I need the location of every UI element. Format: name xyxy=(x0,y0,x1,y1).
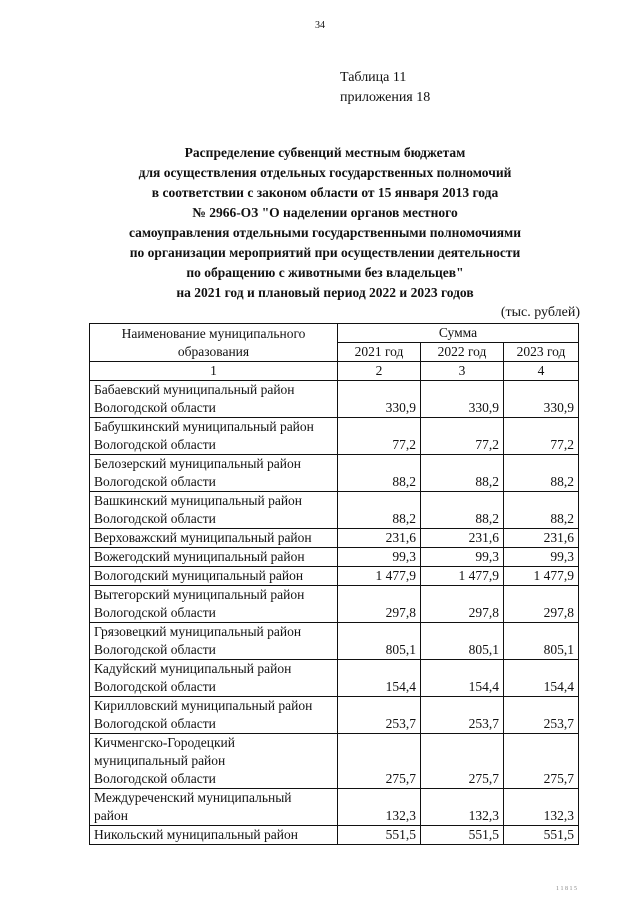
amount-2022: 88,2 xyxy=(421,455,504,492)
amount-2021: 275,7 xyxy=(338,734,421,789)
amount-2021: 99,3 xyxy=(338,548,421,567)
table-row xyxy=(90,789,579,826)
table-row xyxy=(90,455,579,492)
title-line: в соответствии с законом области от 15 января 2013 года xyxy=(151,185,499,200)
table-row xyxy=(90,734,579,789)
municipality-name xyxy=(90,548,338,567)
amount-2021: 330,9 xyxy=(338,381,421,418)
municipality-name-line: Верховажский муниципальный район xyxy=(94,530,312,545)
amount-2021: 88,2 xyxy=(338,455,421,492)
municipality-name-line: Вологодской области xyxy=(94,716,216,731)
amount-2021: 88,2 xyxy=(338,492,421,529)
municipality-name-line: Вологодской области xyxy=(94,605,216,620)
year-header: 2021 год xyxy=(338,343,421,362)
municipality-name xyxy=(90,623,338,660)
name-column-header xyxy=(90,324,338,362)
amount-2021: 1 477,9 xyxy=(338,567,421,586)
amount-2022: 297,8 xyxy=(421,586,504,623)
amount-2022: 805,1 xyxy=(421,623,504,660)
title-line: самоуправления отдельными государственными полномочиями xyxy=(128,225,522,240)
amount-2023: 297,8 xyxy=(504,586,579,623)
amount-2021: 132,3 xyxy=(338,789,421,826)
municipality-name xyxy=(90,529,338,548)
table-row xyxy=(90,567,579,586)
municipality-name xyxy=(90,734,338,789)
municipality-name-line: муниципальный район xyxy=(94,753,226,768)
municipality-name-line: район xyxy=(94,808,128,823)
amount-2023: 99,3 xyxy=(504,548,579,567)
municipality-name xyxy=(90,697,338,734)
municipality-name xyxy=(90,381,338,418)
municipality-name-line: Бабушкинский муниципальный район xyxy=(94,419,314,434)
table-row xyxy=(90,418,579,455)
amount-2021: 805,1 xyxy=(338,623,421,660)
amount-2022: 77,2 xyxy=(421,418,504,455)
table-row xyxy=(90,623,579,660)
amount-2022: 275,7 xyxy=(421,734,504,789)
table-row xyxy=(90,586,579,623)
municipality-name-line: Вологодской области xyxy=(94,771,216,786)
municipality-name-line: Кирилловский муниципальный район xyxy=(94,698,313,713)
amount-2021: 231,6 xyxy=(338,529,421,548)
table-row xyxy=(90,660,579,697)
municipality-name-line: Кадуйский муниципальный район xyxy=(94,661,292,676)
title-line: № 2966-ОЗ "О наделении органов местного xyxy=(192,205,458,220)
municipality-name-line: Грязовецкий муниципальный район xyxy=(94,624,302,639)
municipality-name xyxy=(90,567,338,586)
table-row xyxy=(90,548,579,567)
municipality-name xyxy=(90,660,338,697)
table-row xyxy=(90,826,579,845)
amount-2022: 330,9 xyxy=(421,381,504,418)
amount-2022: 551,5 xyxy=(421,826,504,845)
table-row xyxy=(90,697,579,734)
municipality-name-line: Белозерский муниципальный район xyxy=(94,456,301,471)
table-row xyxy=(90,529,579,548)
column-numbers-row xyxy=(90,362,579,381)
scan-stamp: 1 1 8 1 5 xyxy=(556,886,577,892)
amount-2022: 154,4 xyxy=(421,660,504,697)
amount-2023: 551,5 xyxy=(504,826,579,845)
amount-2022: 132,3 xyxy=(421,789,504,826)
title-line: Распределение субвенций местным бюджетам xyxy=(184,145,466,160)
page-number: 34 xyxy=(315,20,325,31)
units-label: (тыс. рублей) xyxy=(500,305,580,320)
municipality-name-line: Кичменгско-Городецкий xyxy=(94,735,235,750)
table-row xyxy=(90,381,579,418)
title-line: по организации мероприятий при осуществлении деятельности xyxy=(129,245,521,260)
table-row xyxy=(90,492,579,529)
amount-2023: 132,3 xyxy=(504,789,579,826)
amount-2022: 231,6 xyxy=(421,529,504,548)
document-title xyxy=(95,143,555,303)
amount-2023: 275,7 xyxy=(504,734,579,789)
amount-2022: 99,3 xyxy=(421,548,504,567)
amount-2021: 154,4 xyxy=(338,660,421,697)
column-number: 3 xyxy=(421,362,504,381)
amount-2023: 805,1 xyxy=(504,623,579,660)
title-line: по обращению с животными без владельцев" xyxy=(186,265,464,280)
municipality-name-line: Вологодской области xyxy=(94,437,216,452)
amount-2023: 1 477,9 xyxy=(504,567,579,586)
municipality-name-line: Вологодской области xyxy=(94,679,216,694)
municipality-name-line: Никольский муниципальный район xyxy=(94,827,298,842)
amount-2023: 154,4 xyxy=(504,660,579,697)
title-line: для осуществления отдельных государственных полномочий xyxy=(138,165,512,180)
amount-2023: 88,2 xyxy=(504,492,579,529)
amount-2021: 297,8 xyxy=(338,586,421,623)
table-header-row xyxy=(90,324,579,343)
municipality-name xyxy=(90,826,338,845)
municipality-name-line: Междуреченский муниципальный xyxy=(94,790,292,805)
year-header: 2023 год xyxy=(504,343,579,362)
amount-2023: 231,6 xyxy=(504,529,579,548)
header-line: Наименование муниципального xyxy=(121,326,306,341)
table-reference-line: Таблица 11 xyxy=(340,70,407,85)
municipality-name xyxy=(90,455,338,492)
column-number: 1 xyxy=(90,362,338,381)
municipality-name-line: Вологодской области xyxy=(94,400,216,415)
municipality-name-line: Вологодской области xyxy=(94,642,216,657)
municipality-name-line: Бабаевский муниципальный район xyxy=(94,382,295,397)
municipality-name-line: Вытегорский муниципальный район xyxy=(94,587,305,602)
amount-2022: 253,7 xyxy=(421,697,504,734)
sum-column-header: Сумма xyxy=(338,324,579,343)
column-number: 2 xyxy=(338,362,421,381)
municipality-name-line: Вологодский муниципальный район xyxy=(94,568,304,583)
municipality-name-line: Вашкинский муниципальный район xyxy=(94,493,303,508)
column-number: 4 xyxy=(504,362,579,381)
year-header: 2022 год xyxy=(421,343,504,362)
amount-2022: 88,2 xyxy=(421,492,504,529)
municipality-name xyxy=(90,789,338,826)
table-reference-line: приложения 18 xyxy=(340,90,431,105)
municipality-name xyxy=(90,418,338,455)
title-line: на 2021 год и плановый период 2022 и 2023 годов xyxy=(176,285,474,300)
amount-2021: 77,2 xyxy=(338,418,421,455)
amount-2023: 88,2 xyxy=(504,455,579,492)
municipality-name xyxy=(90,586,338,623)
subvention-table xyxy=(89,323,579,845)
municipality-name-line: Вологодской области xyxy=(94,474,216,489)
table-reference xyxy=(340,68,430,108)
municipality-name-line: Вожегодский муниципальный район xyxy=(94,549,305,564)
amount-2021: 551,5 xyxy=(338,826,421,845)
amount-2022: 1 477,9 xyxy=(421,567,504,586)
amount-2023: 77,2 xyxy=(504,418,579,455)
header-line: образования xyxy=(177,344,250,359)
amount-2023: 330,9 xyxy=(504,381,579,418)
municipality-name-line: Вологодской области xyxy=(94,511,216,526)
amount-2021: 253,7 xyxy=(338,697,421,734)
municipality-name xyxy=(90,492,338,529)
amount-2023: 253,7 xyxy=(504,697,579,734)
